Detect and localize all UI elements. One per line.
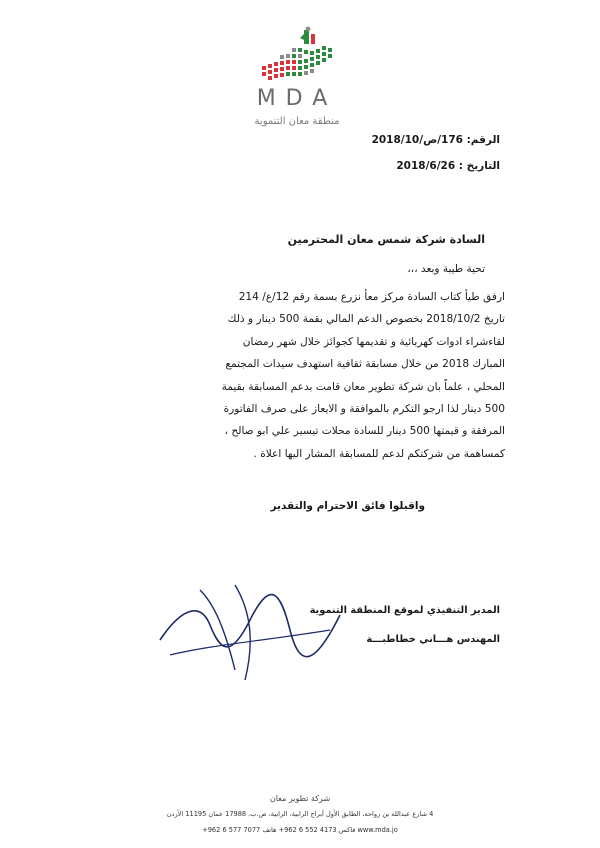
greeting: تحية طيبة وبعد ،،، <box>407 263 485 275</box>
reference-date: التاريخ : 2018/6/26 <box>396 160 500 172</box>
mda-logo-icon <box>254 26 344 84</box>
mda-logo <box>238 26 368 127</box>
footer-company: شركة تطوير معان <box>269 794 331 803</box>
logo-letters: MDA <box>256 86 338 111</box>
body-line: 500 دينار لذا ارجو التكرم بالموافقة و الايعاز على صرف الفاتورة <box>223 403 505 416</box>
body-line: المبارك 2018 من خلال مسابقة ثقافية استهدف سيدات المجتمع <box>225 358 505 371</box>
addressee: السادة شركة شمس معان المحترمين <box>287 233 485 246</box>
body-line: المرفقة و قيمتها 500 دينار للسادة محلات تيسير علي ابو صالح ، <box>224 425 505 438</box>
footer-contact: www.mda.jo فاكس 4173 552 6 962+ هاتف 7077 577 6 962+ <box>202 826 398 834</box>
body-line: المحلي ، علماً بان شركة تطوير معان قامت بدعم المسابقة بقيمة <box>221 380 505 393</box>
footer-address: 4 شارع عبدالله بن رواحه، الطابق الأول أبراج الرابية، الرابية، ص.ب. 17988 عمان 11195 الأردن <box>166 810 434 818</box>
body-line: لقاءشراء ادوات كهربائية و تقديمها كجوائز خلال شهر رمضان <box>242 335 505 348</box>
body-line: كمساهمة من شركتكم لدعم للمسابقة المشار اليها اعلاة . <box>253 447 505 460</box>
handwritten-signature <box>140 570 360 690</box>
body-line: تاريخ 2018/10/2 بخصوص الدعم المالي بقمة 500 دينار و ذلك <box>227 313 505 326</box>
reference-number: الرقم: 176/ص/2018/10 <box>371 134 500 146</box>
letter-body <box>102 286 505 465</box>
body-line: ارفق طيأ كتاب السادة مركز معأ نزرع بسمة رقم 12/ع/ 214 <box>238 291 505 303</box>
logo-arabic-name: منطقة معان التنموية <box>254 116 340 127</box>
signatory-name: المهندس هـــاني خطاطبـــة <box>366 634 500 645</box>
signatory-title: المدير التنفيذي لموقع المنطقة التنموية <box>309 605 500 616</box>
closing-line: واقبلوا فائق الاحترام والتقدير <box>270 500 425 512</box>
